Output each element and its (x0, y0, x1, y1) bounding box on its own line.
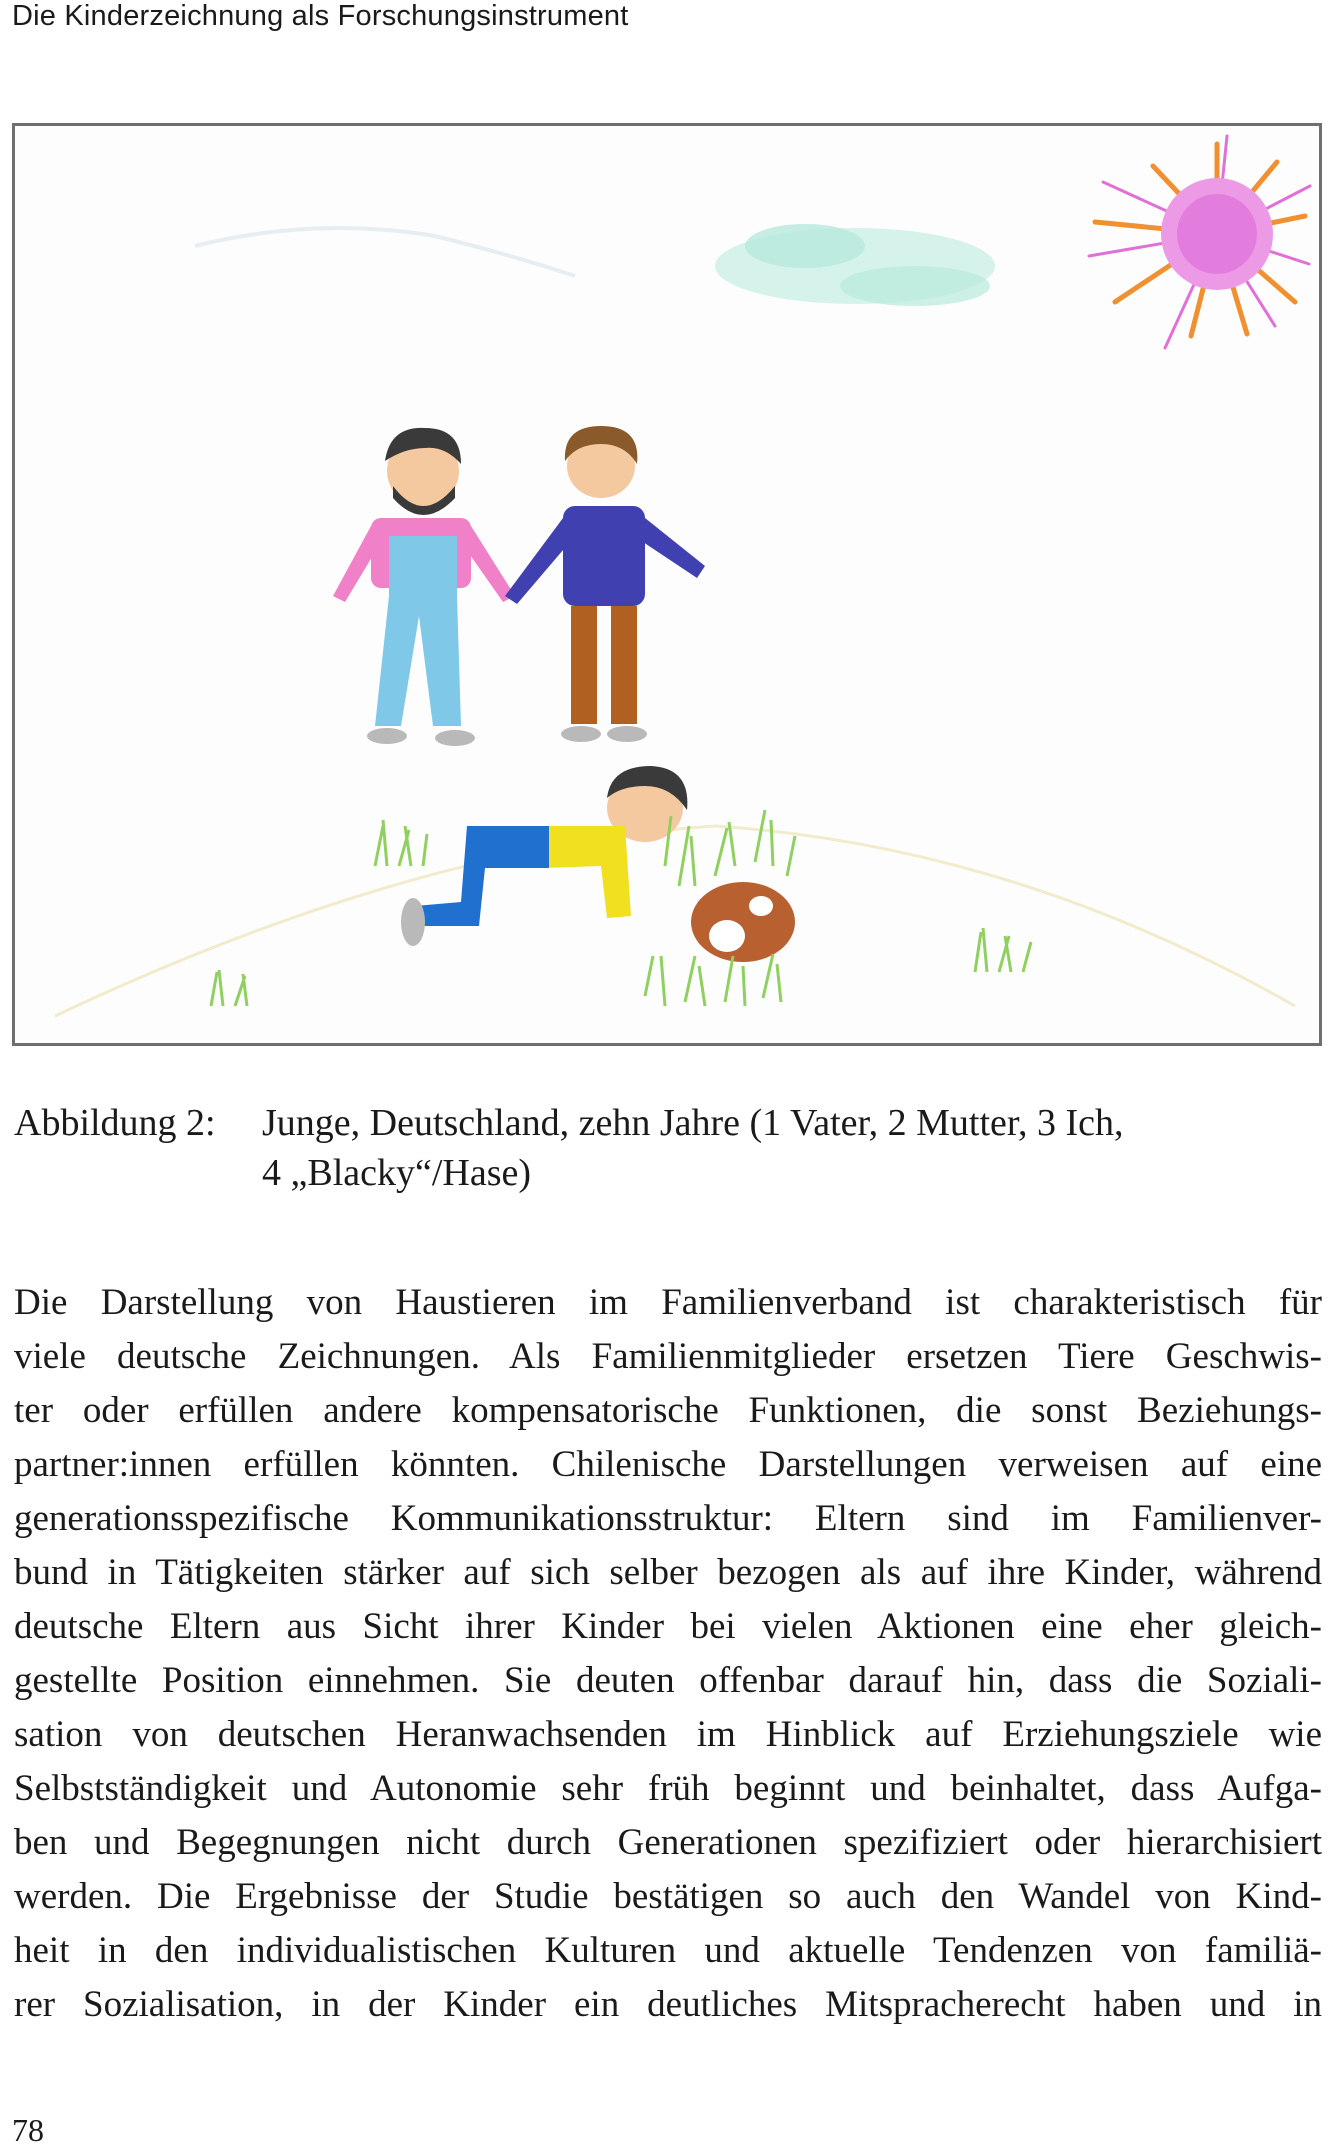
paragraph-line: ter oder erfüllen andere kompensatorische Funktionen, die sonst Beziehungs- (14, 1390, 1322, 1431)
caption-label: Abbildung 2: (14, 1102, 216, 1144)
paragraph-line: Selbstständigkeit und Autonomie sehr früh beginnt und beinhaltet, dass Aufga- (14, 1768, 1322, 1809)
paragraph-line: ben und Begegnungen nicht durch Generationen spezifiziert oder hierarchisiert (14, 1822, 1322, 1863)
child-drawing-illustration (15, 126, 1319, 1043)
sun-shape (1089, 136, 1310, 348)
mother-figure (505, 426, 705, 742)
body-paragraph (14, 1276, 1322, 2032)
faint-sky-stroke (195, 228, 575, 276)
rabbit-figure (691, 882, 795, 962)
paragraph-line: gestellte Position einnehmen. Sie deuten offenbar darauf hin, dass die Soziali- (14, 1660, 1322, 1701)
paragraph-line: partner:innen erfüllen könnten. Chilenische Darstellungen verweisen auf eine (14, 1444, 1322, 1485)
paragraph-line: heit in den individualistischen Kulturen und aktuelle Tendenzen von familiä- (14, 1930, 1322, 1971)
paragraph-line: rer Sozialisation, in der Kinder ein deutliches Mitspracherecht haben und in (14, 1984, 1322, 2025)
caption-text-line: 4 „Blacky“/Hase) (262, 1152, 532, 1194)
paragraph-line: generationsspezifische Kommunikationsstruktur: Eltern sind im Familienver- (14, 1498, 1322, 1539)
paragraph-line: deutsche Eltern aus Sicht ihrer Kinder bei vielen Aktionen eine eher gleich- (14, 1606, 1322, 1647)
paragraph-line: bund in Tätigkeiten stärker auf sich selber bezogen als auf ihre Kinder, während (14, 1552, 1322, 1593)
paragraph-line: sation von deutschen Heranwachsenden im Hinblick auf Erziehungsziele wie (14, 1714, 1322, 1755)
child-figure (401, 766, 687, 946)
father-figure (333, 428, 515, 746)
paragraph-line: viele deutsche Zeichnungen. Als Familienmitglieder ersetzen Tiere Geschwis- (14, 1336, 1322, 1377)
cloud-shape (715, 224, 995, 306)
paragraph-line: Die Darstellung von Haustieren im Familienverband ist charakteristisch für (14, 1282, 1322, 1323)
caption-text-line: Junge, Deutschland, zehn Jahre (1 Vater, 2 Mutter, 3 Ich, (262, 1102, 1124, 1144)
page-number: 78 (12, 2112, 44, 2148)
figure-drawing (12, 123, 1322, 1046)
running-header: Die Kinderzeichnung als Forschungsinstrument (12, 0, 629, 32)
paragraph-line: werden. Die Ergebnisse der Studie bestätigen so auch den Wandel von Kind- (14, 1876, 1322, 1917)
